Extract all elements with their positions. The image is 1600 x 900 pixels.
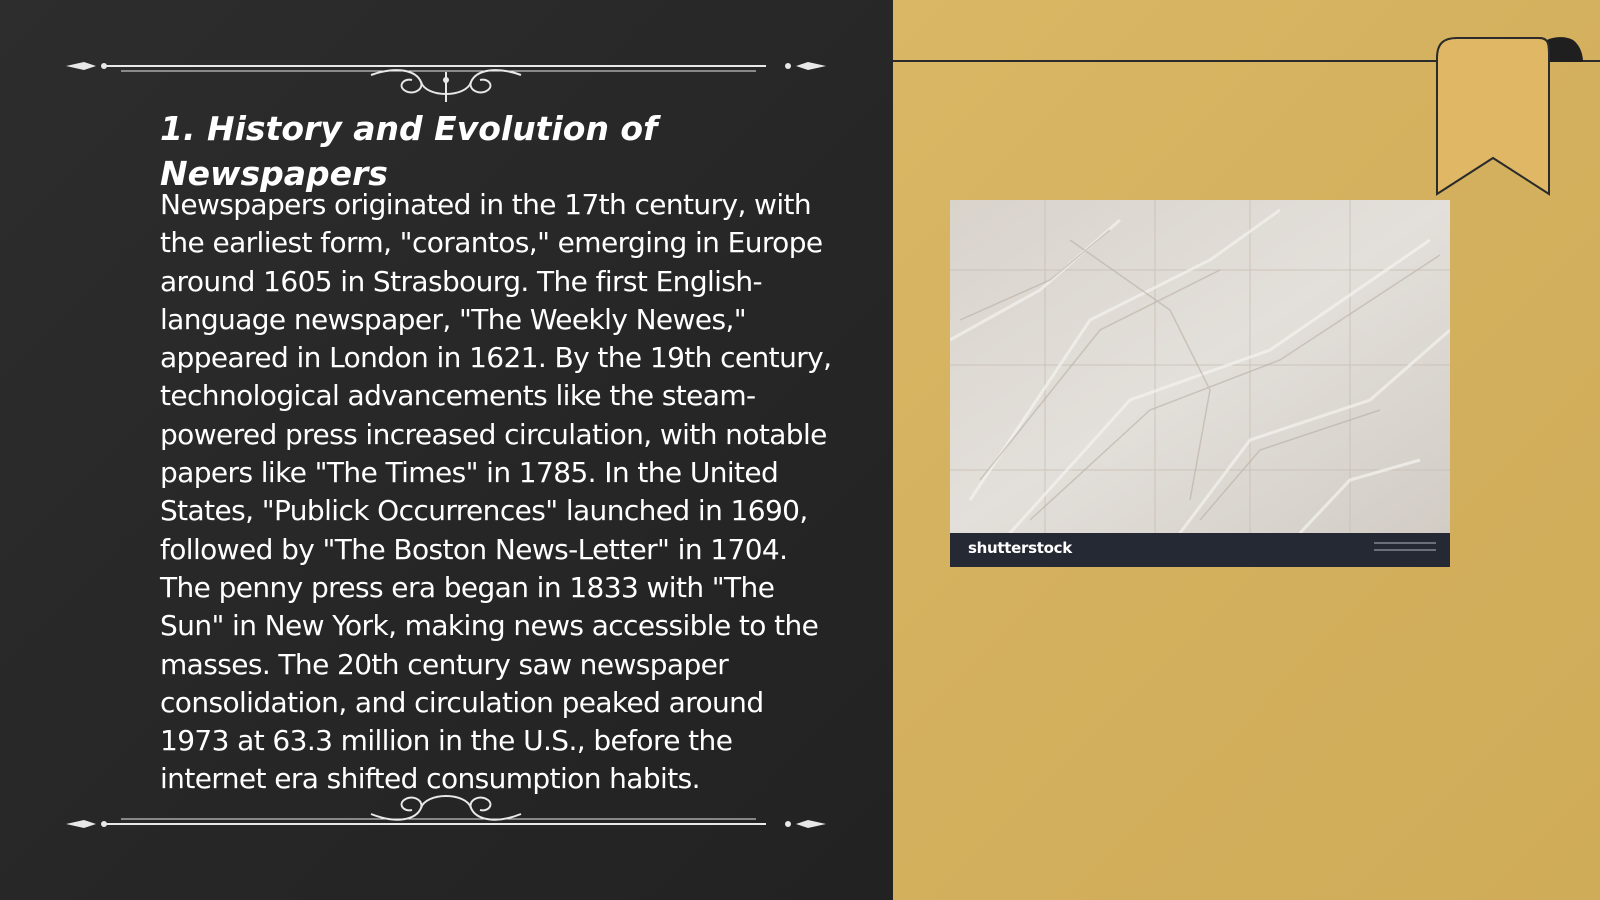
crumpled-paper-texture <box>950 200 1450 533</box>
watermark-fineprint <box>1374 542 1436 558</box>
shutterstock-watermark: shutterstock <box>968 539 1072 557</box>
slide-title: 1. History and Evolution of Newspapers <box>160 109 658 193</box>
image-watermark-bar <box>950 533 1450 567</box>
flourish-divider-icon <box>66 774 826 834</box>
flourish-divider-icon <box>66 42 826 102</box>
slide-body-text: Newspapers originated in the 17th century, with the earliest form, "corantos," emerging in Europe around 1605 in Strasbourg. The first English-language newspaper, "The Weekly Newes," appeared in London in 1621. By the 19th century, technological advancements like the steam-powered press increased circulation, with notable papers like "The Times" in 1785. In the United States, "Publick Occurrences" launched in 1690, followed by "The Boston News-Letter" in 1704. The penny press era began in 1833 with "The Sun" in New York, making news accessible to the masses. The 20th century saw newspaper consolidation, and circulation peaked around 1973 at 63.3 million in the U.S., before the internet era shifted consumption habits. <box>160 188 832 796</box>
paper-texture-image <box>950 200 1450 567</box>
ribbon-bookmark-icon <box>1435 34 1585 199</box>
